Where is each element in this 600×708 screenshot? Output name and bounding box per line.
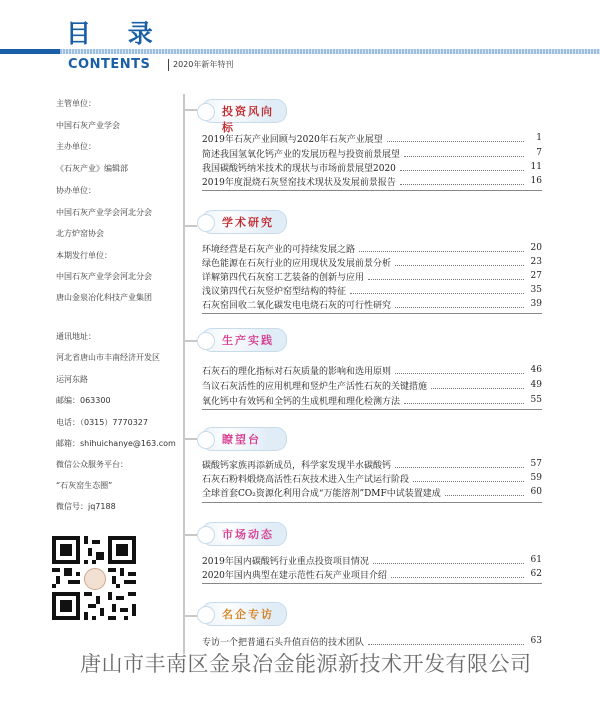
section-badge-research: [201, 210, 287, 234]
wechat-qr-code: [52, 536, 136, 620]
section-title: 学术研究: [222, 216, 274, 229]
qr-brand-logo: [84, 568, 106, 590]
toc-entry-title: 氧化钙中有效钙和全钙的生成机理和理化检测方法: [202, 396, 401, 407]
section-title: 投资风向标: [222, 105, 274, 134]
section-badge-outlook: [201, 427, 287, 451]
toc-entry-title: 2020年国内典型在建示范性石灰产业项目介绍: [202, 570, 387, 581]
toc-entry-page: 57: [530, 459, 542, 469]
info-line: 邮编：063300: [56, 396, 111, 405]
toc-entry-page: 20: [530, 243, 542, 253]
toc-entry-page: 1: [536, 133, 542, 143]
toc-entry-page: 49: [530, 380, 542, 390]
info-line: 北方炉窑协会: [56, 229, 104, 238]
toc-entry-page: 35: [530, 285, 542, 295]
section-badge-interview: [201, 602, 287, 626]
divider-tick: [183, 225, 197, 227]
toc-entry[interactable]: [202, 132, 542, 144]
toc-entry[interactable]: [202, 394, 542, 406]
info-line: 唐山金泉冶化科技产业集团: [56, 293, 152, 302]
toc-entry[interactable]: [202, 635, 542, 647]
info-line: 微信公众服务平台：: [56, 460, 128, 469]
section-badge-practice: [201, 328, 287, 352]
toc-entry-title: 碳酸钙家族再添新成员，科学家发现半水碳酸钙: [202, 460, 392, 471]
info-line: 中国石灰产业学会: [56, 121, 120, 130]
toc-entry-page: 11: [530, 162, 542, 172]
toc-entry-title: 刍议石灰活性的应用机理和竖炉生产活性石灰的关键措施: [202, 381, 428, 392]
info-line: 协办单位：: [56, 186, 96, 195]
toc-entry-title: 石灰石的理化指标对石灰质量的影响和选用原则: [202, 366, 392, 377]
info-line: 邮箱：shihuichanye@163.com: [56, 439, 176, 448]
toc-entry[interactable]: [202, 379, 542, 391]
divider-tick: [183, 438, 197, 440]
column-divider: [183, 94, 185, 654]
section-title: 瞭望台: [222, 433, 261, 446]
toc-entry[interactable]: [202, 298, 542, 310]
divider-tick: [183, 615, 197, 617]
page-title: 目 录: [66, 19, 167, 48]
toc-entry-page: 16: [530, 176, 542, 186]
info-line: “石灰窑生态圈”: [56, 481, 113, 490]
toc-entry[interactable]: [202, 364, 542, 376]
section-underline: [202, 583, 542, 584]
toc-entry[interactable]: [202, 147, 542, 159]
company-name: 唐山市丰南区金泉冶金能源新技术开发有限公司: [80, 652, 532, 676]
toc-entry[interactable]: [202, 568, 542, 580]
info-line: 运河东路: [56, 375, 88, 384]
toc-entry[interactable]: [202, 284, 542, 296]
info-line: 通讯地址：: [56, 332, 96, 341]
info-line: 电话：（0315）7770327: [56, 418, 148, 427]
toc-entry-title: 详解第四代石灰窑工艺装备的创新与应用: [202, 272, 365, 283]
toc-entry-title: 2019年度混烧石灰竖窑技术现状及发展前景报告: [202, 177, 396, 188]
divider-tick: [183, 534, 197, 536]
divider-tick: [183, 109, 197, 111]
section-badge-invest: [201, 99, 287, 134]
header-divider-bar: [0, 49, 600, 54]
header-separator: [168, 59, 169, 71]
toc-entry-page: 46: [530, 365, 542, 375]
toc-entry-page: 7: [536, 148, 542, 158]
toc-entry[interactable]: [202, 175, 542, 187]
toc-entry[interactable]: [202, 161, 542, 173]
section-badge-market: [201, 522, 287, 546]
toc-entry-page: 39: [530, 299, 542, 309]
toc-entry[interactable]: [202, 554, 542, 566]
toc-entry-title: 全球首套CO₂资源化利用合成“万能溶剂”DMF中试装置建成: [202, 488, 441, 499]
toc-entry-page: 27: [530, 271, 542, 281]
section-title: 名企专访: [222, 608, 274, 621]
toc-entry[interactable]: [202, 270, 542, 282]
section-underline: [202, 190, 542, 191]
info-line: 中国石灰产业学会河北分会: [56, 208, 152, 217]
toc-entry-title: 2019年国内碳酸钙行业重点投资项目情况: [202, 556, 369, 567]
info-line: 微信号：jq7188: [56, 502, 116, 511]
info-line: 《石灰产业》编辑部: [56, 164, 128, 173]
toc-entry-page: 55: [530, 395, 542, 405]
toc-entry-title: 浅议第四代石灰竖炉窑型结构的特征: [202, 286, 347, 297]
section-title: 市场动态: [222, 528, 274, 541]
toc-entry[interactable]: [202, 256, 542, 268]
toc-entry-page: 59: [530, 473, 542, 483]
toc-entry-page: 62: [530, 569, 542, 579]
toc-entry-page: 23: [530, 257, 542, 267]
toc-entry-title: 环境经营是石灰产业的可持续发展之路: [202, 244, 356, 255]
section-title: 生产实践: [222, 334, 274, 347]
info-line: 河北省唐山市丰南经济开发区: [56, 353, 160, 362]
info-line: 主管单位：: [56, 99, 96, 108]
toc-entry[interactable]: [202, 472, 542, 484]
toc-entry-title: 简述我国氢氧化钙产业的发展历程与投资前景展望: [202, 149, 401, 160]
toc-entry-title: 绿色能源在石灰行业的应用现状及发展前景分析: [202, 258, 392, 269]
contents-heading: CONTENTS: [68, 57, 151, 72]
divider-tick: [183, 340, 197, 342]
info-line: 主办单位：: [56, 142, 96, 151]
toc-entry-page: 61: [530, 555, 542, 565]
toc-entry[interactable]: [202, 458, 542, 470]
issue-label: 2020年新年特刊: [173, 60, 234, 69]
section-underline: [202, 313, 542, 314]
toc-entry-title: 石灰石粉料煅烧高活性石灰技术进入生产试运行阶段: [202, 474, 410, 485]
toc-entry-page: 60: [530, 487, 542, 497]
info-line: 本期发行单位：: [56, 251, 112, 260]
toc-entry-title: 专访一个把普通石头升值百倍的技术团队: [202, 637, 365, 648]
section-underline: [202, 409, 542, 410]
info-line: 中国石灰产业学会河北分会: [56, 272, 152, 281]
toc-entry-title: 石灰窑回收二氧化碳发电电烧石灰的可行性研究: [202, 300, 392, 311]
toc-entry-page: 63: [530, 636, 542, 646]
toc-entry-title: 2019年石灰产业回顾与2020年石灰产业展望: [202, 134, 383, 145]
toc-entry[interactable]: [202, 486, 542, 498]
toc-entry-title: 我国碳酸钙纳米技术的现状与市场前景展望2020: [202, 163, 396, 174]
section-underline: [202, 502, 542, 503]
toc-entry[interactable]: [202, 242, 542, 254]
